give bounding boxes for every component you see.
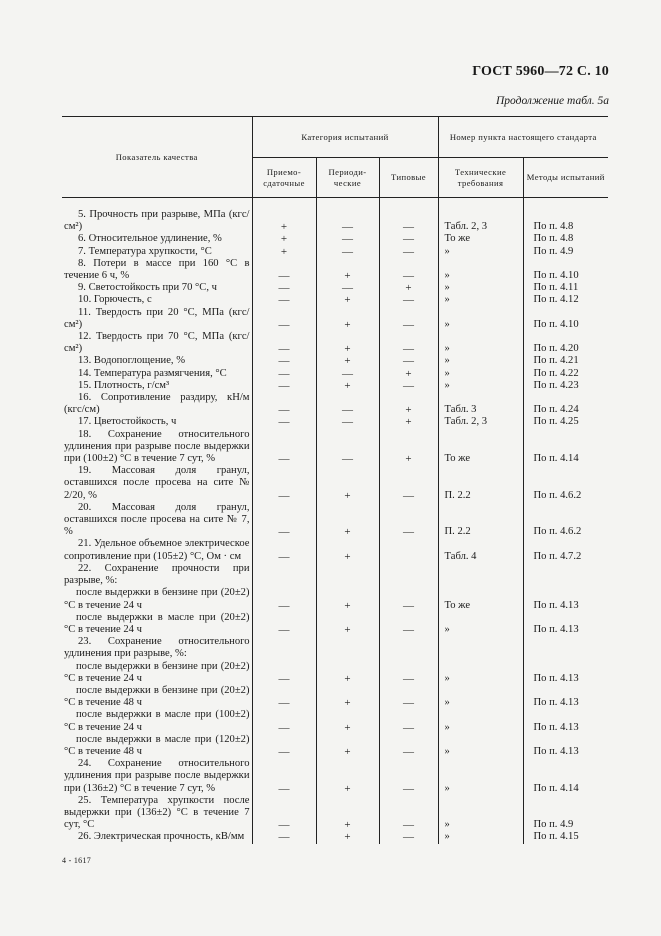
test-method-cell: По п. 4.8 [533, 233, 574, 245]
type-cell: — [379, 258, 438, 282]
type-cell: — [379, 246, 438, 258]
technical-requirement-cell: » [438, 258, 523, 282]
acceptance-cell: + [252, 233, 316, 245]
periodic-cell: + [316, 709, 379, 733]
print-code: 4 - 1617 [62, 856, 92, 865]
indicator-cell: 11. Твердость при 20 °С, МПа (кгс/см²) [62, 307, 252, 331]
type-cell: — [379, 831, 438, 843]
indicator-cell: 7. Температура хрупкости, °С [62, 246, 252, 258]
header-quality-indicator: Показатель качества [62, 117, 252, 198]
periodic-cell: — [316, 282, 379, 294]
test-method-cell: По п. 4.9 [533, 819, 574, 831]
periodic-cell: + [316, 331, 379, 355]
quality-indicators-table [62, 116, 608, 844]
type-cell: — [379, 465, 438, 502]
type-cell: — [379, 661, 438, 685]
table-row [62, 282, 608, 294]
type-cell: + [379, 429, 438, 466]
test-method-cell: По п. 4.10 [533, 318, 579, 330]
indicator-cell: после выдержки в бензине при (20±2) °С в течение 48 ч [62, 685, 252, 709]
indicator-cell: 10. Горючесть, с [62, 294, 252, 306]
type-cell: — [379, 734, 438, 758]
document-title: ГОСТ 5960—72 С. 10 [472, 64, 609, 79]
indicator-cell: после выдержки в бензине при (20±2) °С в течение 24 ч [62, 661, 252, 685]
table-row [62, 233, 608, 245]
acceptance-cell: — [252, 661, 316, 685]
test-method-cell: По п. 4.14 [533, 453, 579, 465]
header-type: Типовые [379, 158, 438, 198]
type-cell: — [379, 612, 438, 636]
header-acceptance: Приемо-сдаточные [252, 158, 316, 198]
type-cell: — [379, 198, 438, 234]
type-cell: — [379, 233, 438, 245]
acceptance-cell: — [252, 758, 316, 795]
table-row [62, 636, 608, 660]
periodic-cell: — [316, 416, 379, 428]
acceptance-cell [252, 636, 316, 660]
periodic-cell: + [316, 795, 379, 832]
indicator-cell: 23. Сохранение относительного удлинения при разрыве, %: [62, 636, 252, 660]
acceptance-cell [252, 563, 316, 587]
acceptance-cell: + [252, 198, 316, 234]
periodic-cell: — [316, 392, 379, 416]
table-row [62, 355, 608, 367]
table-row [62, 465, 608, 502]
acceptance-cell: — [252, 612, 316, 636]
acceptance-cell: — [252, 392, 316, 416]
table-row [62, 709, 608, 733]
periodic-cell: + [316, 380, 379, 392]
technical-requirement-cell: » [438, 831, 523, 843]
table-body [62, 198, 608, 844]
technical-requirement-cell: Табл. 3 [438, 392, 523, 416]
technical-requirement-cell: » [438, 795, 523, 832]
test-method-cell: По п. 4.6.2 [533, 526, 582, 538]
indicator-cell: 26. Электрическая прочность, кВ/мм [62, 831, 252, 843]
table-row [62, 246, 608, 258]
test-method-cell [523, 636, 608, 660]
test-method-cell: По п. 4.24 [533, 404, 579, 416]
table-row [62, 685, 608, 709]
table-continuation-caption: Продолжение табл. 5а [496, 95, 609, 107]
indicator-cell: 21. Удельное объемное электрическое сопротивление при (105±2) °С, Ом · см [62, 538, 252, 562]
technical-requirement-cell: То же [438, 233, 523, 245]
technical-requirement-cell: » [438, 709, 523, 733]
test-method-cell: По п. 4.23 [533, 379, 579, 391]
indicator-cell: 22. Сохранение прочности при разрыве, %: [62, 563, 252, 587]
periodic-cell: + [316, 734, 379, 758]
technical-requirement-cell: » [438, 758, 523, 795]
table-row [62, 294, 608, 306]
test-method-cell: По п. 4.21 [533, 355, 579, 367]
test-method-cell: По п. 4.12 [533, 294, 579, 306]
test-method-cell: По п. 4.13 [533, 623, 579, 635]
periodic-cell: + [316, 538, 379, 562]
type-cell: + [379, 368, 438, 380]
table-row [62, 538, 608, 562]
acceptance-cell: — [252, 465, 316, 502]
technical-requirement-cell: » [438, 685, 523, 709]
table-row [62, 502, 608, 539]
indicator-cell: 16. Сопротивление раздиру, кН/м (кгс/см) [62, 392, 252, 416]
type-cell: — [379, 709, 438, 733]
technical-requirement-cell: » [438, 734, 523, 758]
periodic-cell: + [316, 294, 379, 306]
technical-requirement-cell: П. 2.2 [438, 502, 523, 539]
periodic-cell: — [316, 246, 379, 258]
acceptance-cell: — [252, 538, 316, 562]
type-cell: — [379, 380, 438, 392]
table-row [62, 392, 608, 416]
acceptance-cell: — [252, 685, 316, 709]
acceptance-cell: — [252, 294, 316, 306]
type-cell: + [379, 282, 438, 294]
acceptance-cell: — [252, 831, 316, 843]
test-method-cell: По п. 4.13 [533, 599, 579, 611]
technical-requirement-cell: » [438, 612, 523, 636]
type-cell [379, 636, 438, 660]
periodic-cell: — [316, 429, 379, 466]
indicator-cell: после выдержки в масле при (20±2) °С в течение 24 ч [62, 612, 252, 636]
technical-requirement-cell: » [438, 282, 523, 294]
acceptance-cell: — [252, 416, 316, 428]
periodic-cell [316, 636, 379, 660]
technical-requirement-cell: » [438, 661, 523, 685]
periodic-cell: + [316, 661, 379, 685]
indicator-cell: 13. Водопоглощение, % [62, 355, 252, 367]
periodic-cell: + [316, 258, 379, 282]
header-periodic: Периоди-ческие [316, 158, 379, 198]
indicator-cell: 6. Относительное удлинение, % [62, 233, 252, 245]
indicator-cell: 12. Твердость при 70 °С, МПа (кгс/см²) [62, 331, 252, 355]
test-method-cell: По п. 4.13 [533, 672, 579, 684]
acceptance-cell: — [252, 502, 316, 539]
technical-requirement-cell: » [438, 294, 523, 306]
acceptance-cell: — [252, 355, 316, 367]
header-test-methods: Методы испытаний [523, 158, 608, 198]
indicator-cell: 25. Температура хрупкости после выдержки при (136±2) °С в течение 7 сут, °С [62, 795, 252, 832]
periodic-cell: — [316, 233, 379, 245]
indicator-cell: 14. Температура размягчения, °С [62, 368, 252, 380]
periodic-cell: — [316, 368, 379, 380]
technical-requirement-cell: » [438, 355, 523, 367]
table-row [62, 258, 608, 282]
acceptance-cell: — [252, 429, 316, 466]
type-cell: + [379, 416, 438, 428]
test-method-cell: По п. 4.7.2 [533, 550, 582, 562]
periodic-cell: — [316, 198, 379, 234]
periodic-cell: + [316, 612, 379, 636]
indicator-cell: 18. Сохранение относительного удлинения при разрыве после выдержки при (100±2) °С в течение 7 сут, % [62, 429, 252, 466]
technical-requirement-cell: » [438, 246, 523, 258]
periodic-cell [316, 563, 379, 587]
type-cell: — [379, 331, 438, 355]
periodic-cell: + [316, 307, 379, 331]
periodic-cell: + [316, 502, 379, 539]
table-row [62, 429, 608, 466]
technical-requirement-cell: П. 2.2 [438, 465, 523, 502]
acceptance-cell: — [252, 380, 316, 392]
indicator-cell: после выдержки в бензине при (20±2) °С в течение 24 ч [62, 587, 252, 611]
acceptance-cell: — [252, 734, 316, 758]
type-cell: — [379, 795, 438, 832]
technical-requirement-cell: Табл. 2, 3 [438, 198, 523, 234]
test-method-cell: По п. 4.15 [533, 831, 579, 843]
technical-requirement-cell: То же [438, 587, 523, 611]
test-method-cell: По п. 4.25 [533, 416, 579, 428]
test-method-cell: По п. 4.10 [533, 270, 579, 282]
technical-requirement-cell [438, 636, 523, 660]
type-cell: — [379, 294, 438, 306]
table-row [62, 661, 608, 685]
test-method-cell: По п. 4.20 [533, 343, 579, 355]
header-standard-clause: Номер пункта настоящего стандарта [438, 117, 608, 158]
indicator-cell: 19. Массовая доля гранул, оставшихся после просева на сите № 2/20, % [62, 465, 252, 502]
technical-requirement-cell: Табл. 2, 3 [438, 416, 523, 428]
table-row [62, 331, 608, 355]
test-method-cell: По п. 4.6.2 [533, 489, 582, 501]
indicator-cell: после выдержки в масле при (100±2) °С в течение 24 ч [62, 709, 252, 733]
acceptance-cell: — [252, 258, 316, 282]
indicator-cell: 20. Массовая доля гранул, оставшихся после просева на сите № 7, % [62, 502, 252, 539]
test-method-cell: По п. 4.8 [533, 221, 574, 233]
table-row [62, 734, 608, 758]
acceptance-cell: + [252, 246, 316, 258]
acceptance-cell: — [252, 307, 316, 331]
test-method-cell: По п. 4.14 [533, 782, 579, 794]
periodic-cell: + [316, 758, 379, 795]
type-cell: — [379, 502, 438, 539]
table-row [62, 795, 608, 832]
table-row [62, 198, 608, 234]
technical-requirement-cell [438, 563, 523, 587]
technical-requirement-cell: » [438, 380, 523, 392]
technical-requirement-cell: » [438, 368, 523, 380]
periodic-cell: + [316, 465, 379, 502]
technical-requirement-cell: » [438, 331, 523, 355]
type-cell: — [379, 307, 438, 331]
test-method-cell: По п. 4.22 [533, 367, 579, 379]
indicator-cell: 15. Плотность, г/см³ [62, 380, 252, 392]
technical-requirement-cell: » [438, 307, 523, 331]
indicator-cell: 5. Прочность при разрыве, МПа (кгс/см²) [62, 198, 252, 234]
header-test-category: Категория испытаний [252, 117, 438, 158]
type-cell: + [379, 392, 438, 416]
periodic-cell: + [316, 831, 379, 843]
test-method-cell: По п. 4.11 [533, 282, 579, 294]
type-cell: — [379, 355, 438, 367]
type-cell [379, 563, 438, 587]
type-cell [379, 538, 438, 562]
table-row [62, 831, 608, 843]
table-row [62, 416, 608, 428]
table-row [62, 368, 608, 380]
table-row [62, 563, 608, 587]
test-method-cell: По п. 4.13 [533, 697, 579, 709]
indicator-cell: 17. Цветостойкость, ч [62, 416, 252, 428]
periodic-cell: + [316, 355, 379, 367]
header-technical-requirements: Технические требования [438, 158, 523, 198]
table-row [62, 758, 608, 795]
technical-requirement-cell: То же [438, 429, 523, 466]
test-method-cell: По п. 4.13 [533, 745, 579, 757]
indicator-cell: 9. Светостойкость при 70 °С, ч [62, 282, 252, 294]
type-cell: — [379, 758, 438, 795]
periodic-cell: + [316, 685, 379, 709]
test-method-cell: По п. 4.9 [533, 245, 574, 257]
acceptance-cell: — [252, 282, 316, 294]
acceptance-cell: — [252, 709, 316, 733]
indicator-cell: 8. Потери в массе при 160 °С в течение 6 ч, % [62, 258, 252, 282]
acceptance-cell: — [252, 587, 316, 611]
acceptance-cell: — [252, 795, 316, 832]
table-row [62, 380, 608, 392]
table-row [62, 307, 608, 331]
periodic-cell: + [316, 587, 379, 611]
indicator-cell: после выдержки в масле при (120±2) °С в течение 48 ч [62, 734, 252, 758]
test-method-cell [523, 563, 608, 587]
table-row [62, 587, 608, 611]
indicator-cell: 24. Сохранение относительного удлинения при разрыве после выдержки при (136±2) °С в течение 7 сут, % [62, 758, 252, 795]
acceptance-cell: — [252, 331, 316, 355]
technical-requirement-cell: Табл. 4 [438, 538, 523, 562]
table-row [62, 612, 608, 636]
type-cell: — [379, 587, 438, 611]
test-method-cell: По п. 4.13 [533, 721, 579, 733]
type-cell: — [379, 685, 438, 709]
acceptance-cell: — [252, 368, 316, 380]
